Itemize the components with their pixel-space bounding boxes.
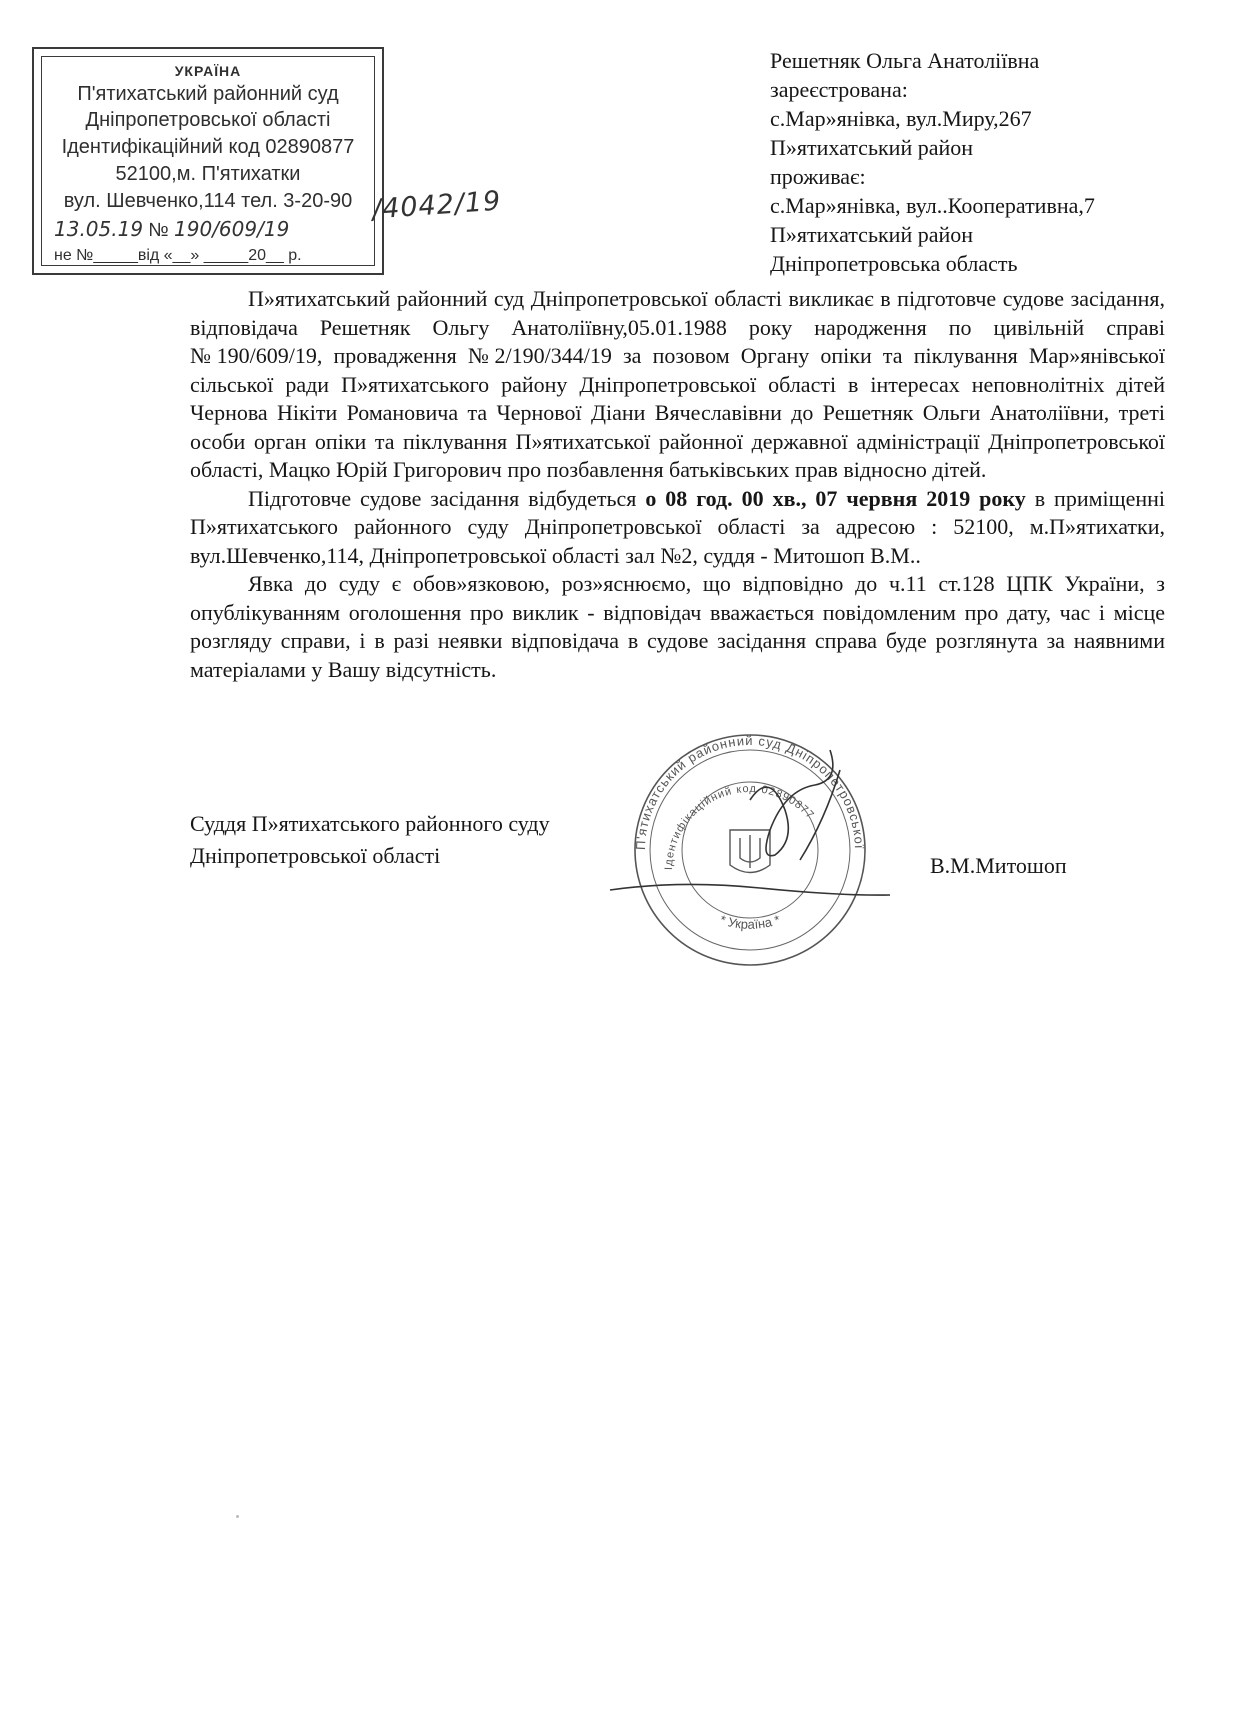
stamp-reg-date: 13.05.19 xyxy=(54,217,144,241)
letter-body xyxy=(190,285,1165,684)
stamp-reg-no: 190/609/19 xyxy=(174,217,290,241)
addressee-residence-address: с.Мар»янівка, вул..Кооперативна,7 xyxy=(770,193,1095,218)
summons-paragraph: П»ятихатський районний суд Дніпропетровської області викликає в підготовче судове засідання, відповідача Решетняк Ольгу Анатоліївну,05.01.1988 року народження по цивільній справі №190/609/19, провадження №2/190/344/19 за позовом Органу опіки та піклування Мар»янівської сільської ради П»ятихатського району Дніпропетровської області в інтересах неповнолітніх дітей Чернова Нікіти Романовича та Чернової Діани Вячеславівни до Решетняк Ольги Анатоліївни, треті особи орган опіки та піклування П»ятихатської районної державної адміністрації Дніпропетровської області, Мацко Юрій Григорович про позбавлення батьківських прав відносно дітей. xyxy=(190,286,1165,482)
coat-of-arms-icon xyxy=(730,830,770,873)
stamp-id-code: Ідентифікаційний код 02890877 xyxy=(61,136,355,158)
seal-inner-text: Ідентифікаційний код 02890877 xyxy=(662,782,817,871)
judge-title xyxy=(190,808,550,872)
addressee-registered-label: зареєстрована: xyxy=(770,77,908,102)
judge-name: В.М.Митошоп xyxy=(930,853,1067,878)
scan-dot xyxy=(236,1515,239,1518)
stamp-city: 52100,м. П'ятихатки xyxy=(115,163,301,185)
addressee-residence-label: проживає: xyxy=(770,164,866,189)
hearing-datetime: о 08 год. 00 хв., 07 червня 2019 року xyxy=(645,485,1026,511)
judge-title-line2: Дніпропетровської області xyxy=(190,843,441,868)
judge-title-line1: Суддя П»ятихатського районного суду xyxy=(190,811,550,836)
stamp-blank-line: не №_____від «__» _____20__ р. xyxy=(54,247,302,264)
hearing-text-start: Підготовче судове засідання відбудеться xyxy=(248,485,646,511)
addressee-residence-district: П»ятихатський район xyxy=(770,222,974,247)
stamp-registration-line xyxy=(54,217,289,242)
addressee-region: Дніпропетровська область xyxy=(770,251,1018,276)
hearing-text-end: в приміщенні П»ятихатського районного суду Дніпропетровської області за адресою : 52100, м.П»ятихатки, вул.Шевченко,114, Дніпропетровської області зал №2, суддя - Митошоп В.М.. xyxy=(190,485,1165,568)
stamp-street: вул. Шевченко,114 тел. 3-20-90 xyxy=(63,190,353,212)
hearing-paragraph xyxy=(190,485,1165,571)
seal-outer-text: П'ятихатський районний суд Дніпропетровської xyxy=(632,732,868,851)
registration-stamp xyxy=(32,47,384,275)
stamp-court-name: П'ятихатський районний суд xyxy=(77,83,339,105)
addressee-registered-district: П»ятихатський район xyxy=(770,135,974,160)
seal-bottom-text: * Україна * xyxy=(718,911,782,932)
stamp-region: Дніпропетровської області xyxy=(85,109,331,131)
court-seal xyxy=(600,730,900,970)
addressee-block xyxy=(770,46,1095,278)
judge-signature xyxy=(610,750,890,895)
addressee-name: Решетняк Ольга Анатоліївна xyxy=(770,48,1040,73)
stamp-country: УКРАЇНА xyxy=(174,63,242,79)
stamp-reg-no-label: № xyxy=(148,220,169,241)
attendance-paragraph: Явка до суду є обов»язковою, роз»яснюємо, що відповідно до ч.11 ст.128 ЦПК України, з опублікуванням оголошення про виклик - відповідач вважається повідомленим про дату, час і місце розгляду справи, і в разі неявки відповідача в судове засідання справа буде розглянута за наявними матеріалами у Вашу відсутність. xyxy=(190,571,1165,682)
addressee-registered-address: с.Мар»янівка, вул.Миру,267 xyxy=(770,106,1032,131)
stamp-inner-border xyxy=(41,56,375,266)
handwritten-reg-number-ext: /4042/19 xyxy=(371,185,503,226)
